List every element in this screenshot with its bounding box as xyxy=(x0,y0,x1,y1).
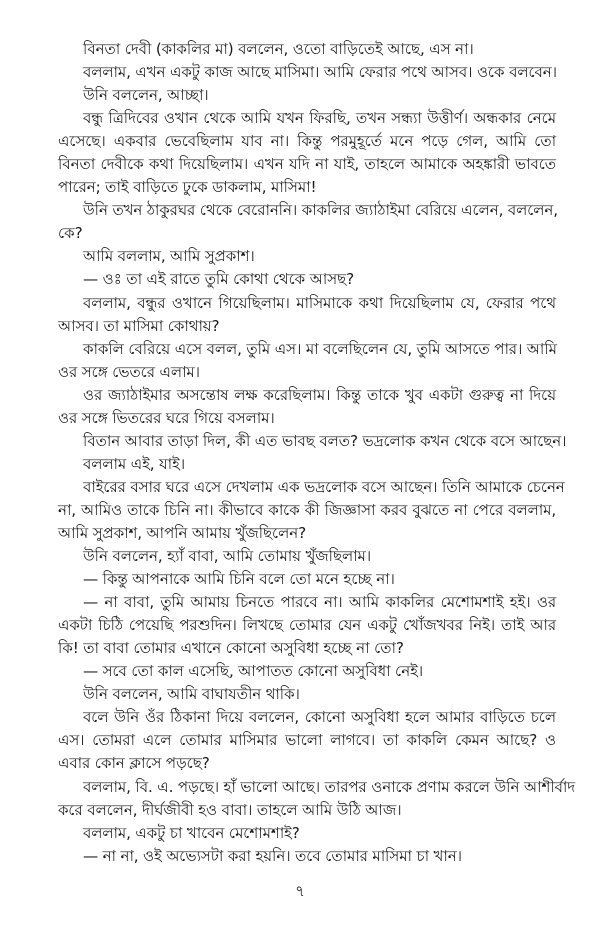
text-line: একটা চিঠি পেয়েছি পরশুদিন। লিখছে তোমার যেন একটু খোঁজখবর নিই। তাই আর xyxy=(58,616,556,635)
paragraph xyxy=(58,268,556,291)
text-line: বিনতা দেবী (কাকলির মা) বললেন, ওতো বাড়িতেই আছে, এস না। xyxy=(83,40,474,58)
text-line: আমি সুপ্রকাশ, আপনি আমায় খুঁজছিলেন? xyxy=(58,523,307,542)
text-line: বললাম, বি. এ. পড়ছে। হাঁ ভালো আছে। তারপর ওনাকে প্রণাম করলে উনি আশীর্বাদ xyxy=(83,777,576,796)
text-line: উনি বললেন, আচ্ছা। xyxy=(83,86,209,105)
text-line: করে বললেন, দীর্ঘজীবী হও বাবা। তাহলে আমি উঠি আজ। xyxy=(58,800,402,819)
text-line: বললাম, এখন একটু কাজ আছে মাসিমা। আমি ফেরার পথে আসব। ওকে বলবেন। xyxy=(83,63,557,82)
text-line: আসব। তা মাসিমা কোথায়? xyxy=(58,316,220,335)
text-line: — কিন্তু আপনাকে আমি চিনি বলে তো মনে হচ্ছে না। xyxy=(83,570,395,589)
text-line: — না বাবা, তুমি আমায় চিনতে পারবে না। আমি কাকলির মেশোমশাই হই। ওর xyxy=(83,593,556,612)
text-line: ওর সঙ্গে ভেতরে এলাম। xyxy=(58,362,200,381)
text-line: বললাম, একটু চা খাবেন মেশোমশাই? xyxy=(83,823,300,842)
text-line: বিতান আবার তাড়া দিল, কী এত ভাবছ বলত? ভদ্রলোক কখন থেকে বসে আছেন। xyxy=(83,431,567,450)
text-line: বিনতা দেবীকে কথা দিয়েছিলাম। এখন যদি না যাই, তাহলে আমাকে অহঙ্কারী ভাবতে xyxy=(58,155,556,174)
text-line: পারেন; তাই বাড়িতে ঢুকে ডাকলাম, মাসিমা! xyxy=(58,178,317,197)
text-line: এস। তোমরা এলে তোমার মাসিমার ভালো লাগবে। তা কাকলি কেমন আছে? ও xyxy=(58,731,556,750)
text-line: বললাম এই, যাই। xyxy=(83,454,185,473)
text-line: এসেছে। একবার ভেবেছিলাম যাব না। কিন্তু পরমুহূর্তে মনে পড়ে গেল, আমি তো xyxy=(58,132,556,151)
text-line: ওর সঙ্গে ভিতরের ঘরে গিয়ে বসলাম। xyxy=(58,408,275,427)
page-body xyxy=(58,38,576,868)
text-line: উনি তখন ঠাকুরঘর থেকে বেরোননি। কাকলির জ্যাঠাইমা বেরিয়ে এলেন, বললেন, xyxy=(83,201,558,220)
paragraph xyxy=(58,245,556,268)
paragraph xyxy=(58,292,556,338)
paragraph xyxy=(58,84,556,107)
text-line: বন্ধু ত্রিদিবের ওখান থেকে আমি যখন ফিরছি, তখন সন্ধ্যা উত্তীর্ণ। অন্ধকার নেমে xyxy=(83,109,556,128)
paragraph xyxy=(58,683,556,706)
paragraph xyxy=(58,199,556,245)
paragraph xyxy=(58,61,556,84)
text-line: ওর জ্যাঠাইমার অসন্তোষ লক্ষ করেছিলাম। কিন্তু তাকে খুব একটা গুরুত্ব না দিয়ে xyxy=(83,385,556,404)
paragraph xyxy=(58,107,556,199)
paragraph xyxy=(58,591,556,660)
text-line: না, আমিও তাকে চিনি না। কীভাবে কাকে কী জিজ্ঞাসা করব বুঝতে না পেরে বললাম, xyxy=(58,500,556,519)
paragraph xyxy=(58,706,556,775)
text-line: বাইরের বসার ঘরে এসে দেখলাম এক ভদ্রলোক বসে আছেন। তিনি আমাকে চেনেন xyxy=(83,477,565,496)
paragraph xyxy=(58,453,556,476)
paragraph xyxy=(58,338,556,384)
paragraph xyxy=(58,430,567,453)
text-line: কাকলি বেরিয়ে এসে বলল, তুমি এস। মা বলেছিলেন যে, তুমি আসতে পার। আমি xyxy=(83,339,557,358)
paragraph xyxy=(58,568,556,591)
text-line: — না না, ওই অভ্যেসটা করা হয়নি। তবে তোমার মাসিমা চা খান। xyxy=(83,846,462,865)
paragraph xyxy=(58,384,556,430)
paragraph xyxy=(58,545,556,568)
text-line: — সবে তো কাল এসেছি, আপাতত কোনো অসুবিধা নেই। xyxy=(83,662,424,681)
paragraph xyxy=(58,845,556,868)
paragraph xyxy=(58,38,556,61)
text-line: উনি বললেন, হ্যাঁ বাবা, আমি তোমায় খুঁজছিলাম। xyxy=(83,547,371,566)
text-line: — ওঃ তা এই রাতে তুমি কোথা থেকে আসছ? xyxy=(83,270,354,289)
text-line: আমি বললাম, আমি সুপ্রকাশ। xyxy=(83,247,255,266)
text-line: বলে উনি ওঁর ঠিকানা দিয়ে বললেন, কোনো অসুবিধা হলে আমার বাড়িতে চলে xyxy=(83,708,556,727)
text-line: কি! তা বাবা তোমার এখানে কোনো অসুবিধা হচ্ছে না তো? xyxy=(58,639,404,658)
text-line: উনি বললেন, আমি বাঘাযতীন থাকি। xyxy=(83,685,300,704)
paragraph xyxy=(58,476,565,545)
page-number: ৭ xyxy=(295,882,305,900)
text-line: কে? xyxy=(58,224,83,243)
text-line: এবার কোন ক্লাসে পড়ছে? xyxy=(58,754,210,773)
paragraph xyxy=(58,660,556,683)
paragraph xyxy=(58,776,576,822)
paragraph xyxy=(58,822,556,845)
text-line: বললাম, বন্ধুর ওখানে গিয়েছিলাম। মাসিমাকে কথা দিয়েছিলাম যে, ফেরার পথে xyxy=(83,293,556,312)
